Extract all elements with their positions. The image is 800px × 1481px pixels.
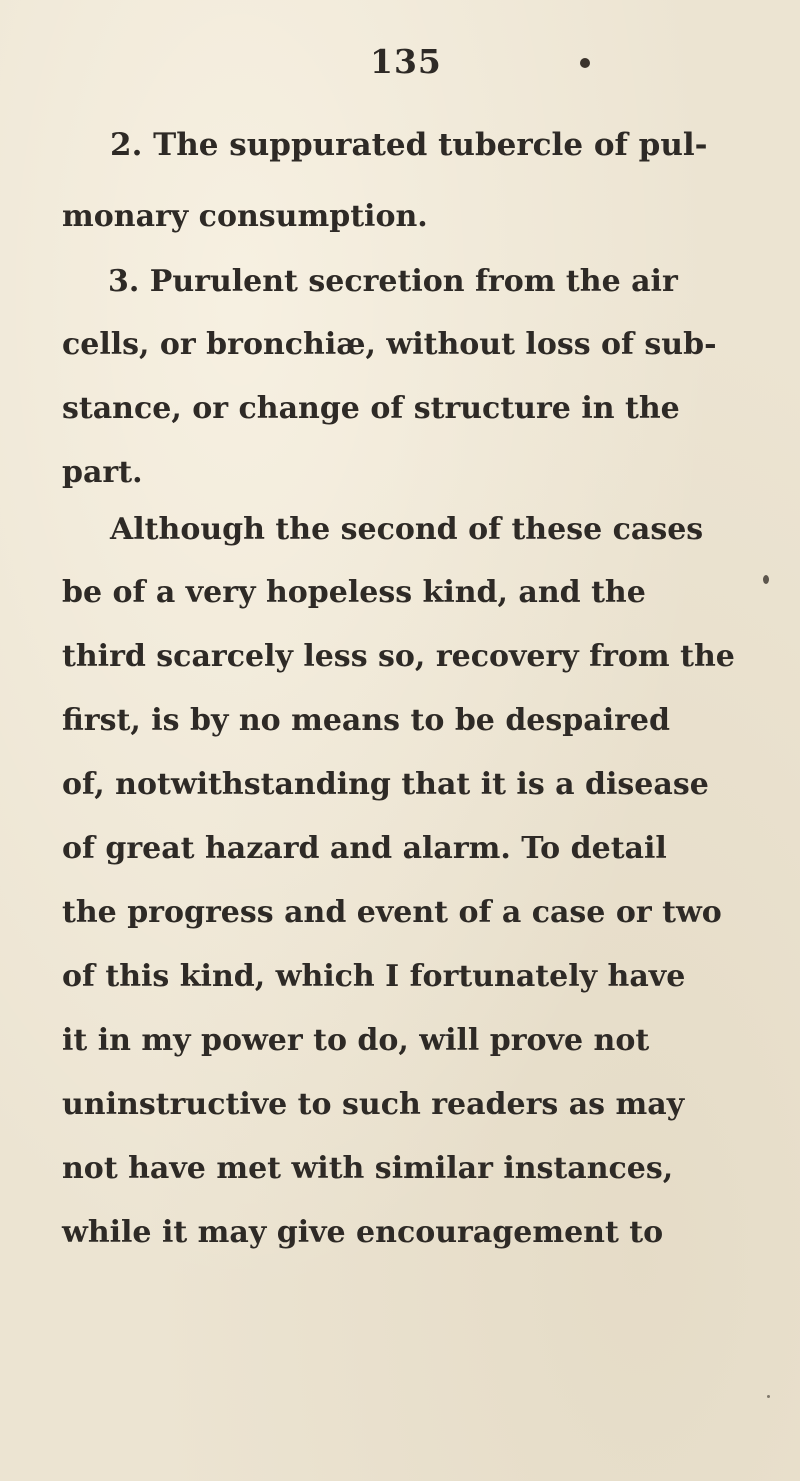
text-line: first, is by no means to be despaired: [62, 703, 670, 738]
text-line: part.: [62, 455, 143, 490]
page-number: 135: [370, 42, 442, 81]
text-line: of, notwithstanding that it is a disease: [62, 767, 709, 802]
text-line: of this kind, which I fortunately have: [62, 959, 686, 994]
text-line: not have met with similar instances,: [62, 1151, 674, 1186]
ink-speck: [580, 58, 590, 68]
text-line: be of a very hopeless kind, and the: [62, 575, 646, 610]
text-line: Although the second of these cases: [110, 512, 704, 547]
text-line: third scarcely less so, recovery from the: [62, 639, 735, 674]
ink-speck: [767, 1395, 770, 1398]
text-line: it in my power to do, will prove not: [62, 1023, 650, 1058]
text-line: cells, or bronchiæ, without loss of sub-: [62, 327, 717, 362]
text-line: the progress and event of a case or two: [62, 895, 722, 930]
text-line: 3. Purulent secretion from the air: [108, 264, 678, 299]
text-line: 2. The suppurated tubercle of pul-: [110, 127, 708, 163]
text-line: of great hazard and alarm. To detail: [62, 831, 667, 866]
text-line: while it may give encouragement to: [62, 1215, 664, 1250]
text-line: stance, or change of structure in the: [62, 391, 680, 426]
ink-speck: [763, 575, 769, 584]
text-line: monary consumption.: [62, 199, 428, 234]
text-line: uninstructive to such readers as may: [62, 1087, 685, 1122]
